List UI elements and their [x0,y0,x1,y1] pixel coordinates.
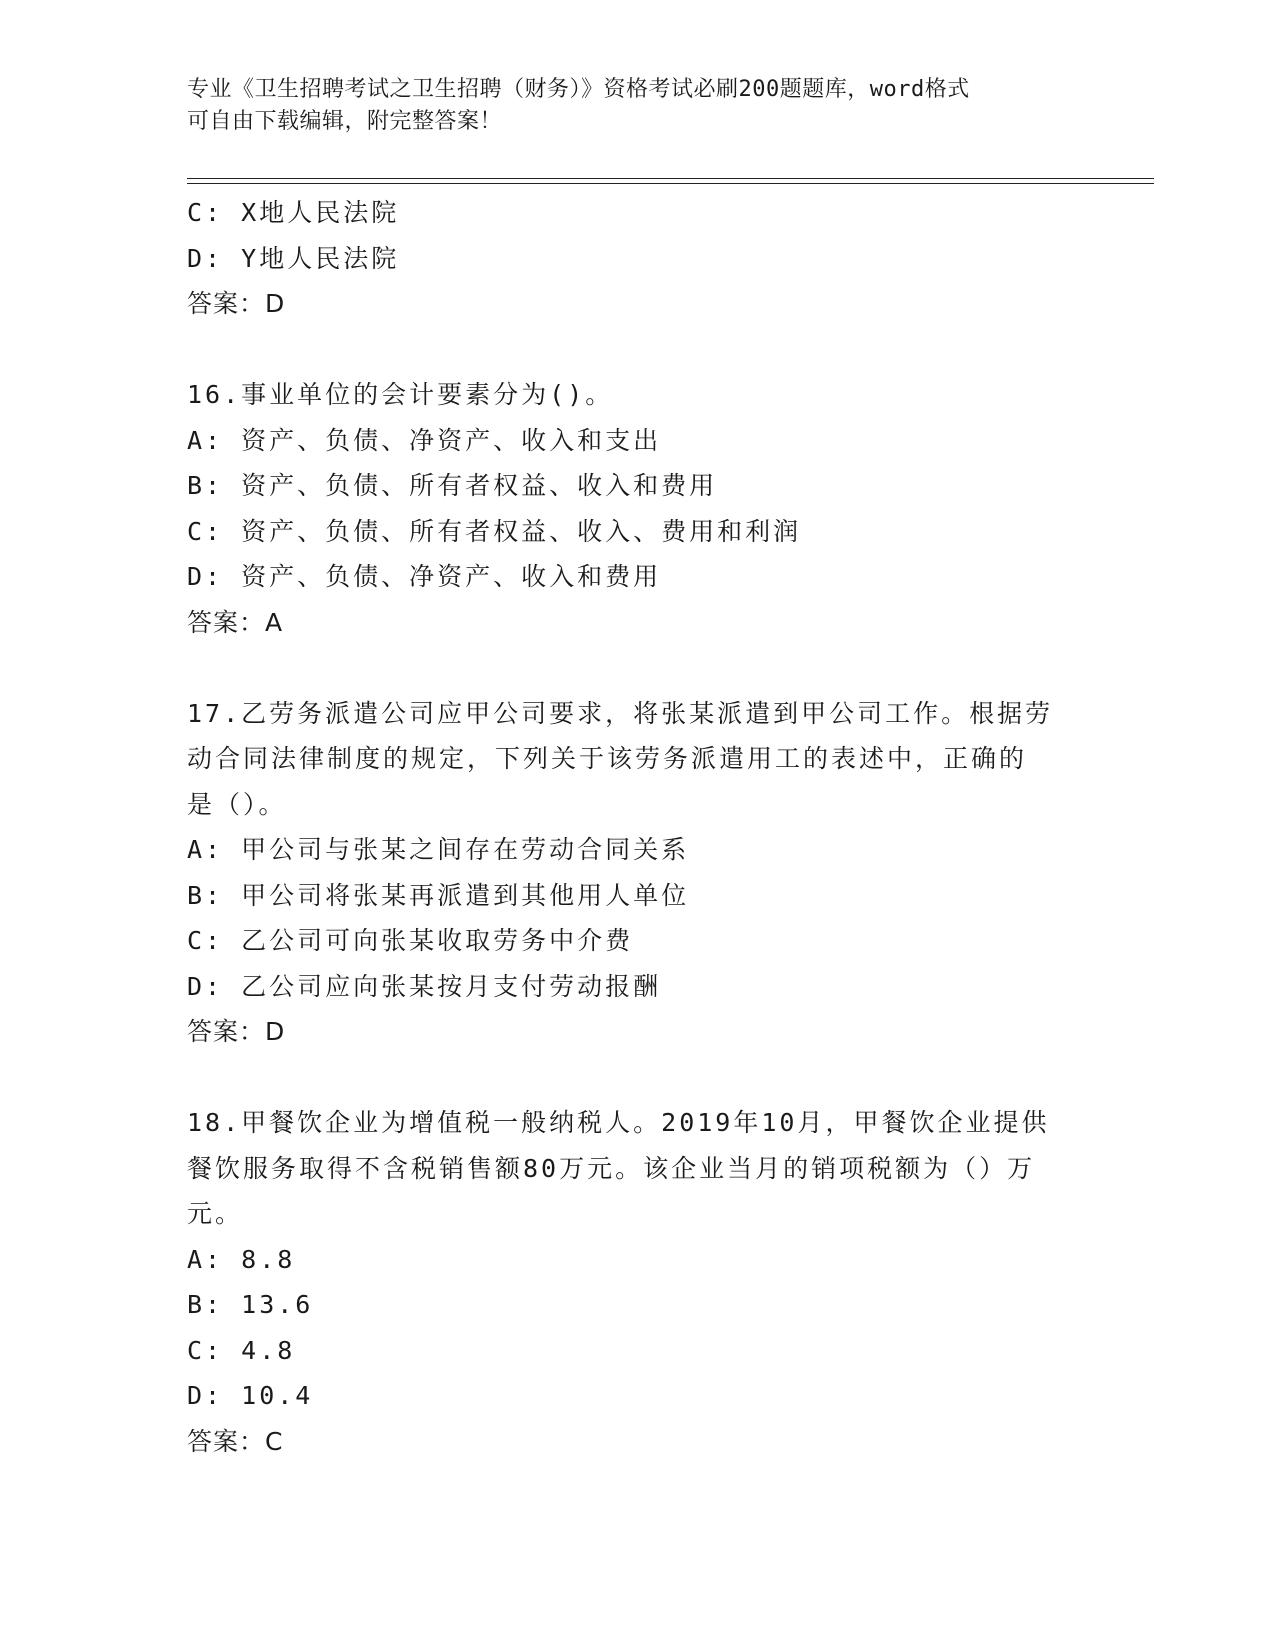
option-c: C: 乙公司可向张某收取劳务中介费 [187,926,634,955]
previous-question-tail [187,190,1087,327]
question-stem: 餐饮服务取得不含税销售额80万元。该企业当月的销项税额为（）万 [187,1153,1036,1183]
header-line-1: 专业《卫生招聘考试之卫生招聘（财务）》资格考试必刷200题题库，word格式 [187,77,970,102]
question-content [187,190,1087,1464]
spacer [187,645,1087,691]
option-b: B: 资产、负债、所有者权益、收入和费用 [187,471,718,500]
question-18 [187,1100,1087,1464]
question-17 [187,691,1087,1055]
option-a: A: 资产、负债、净资产、收入和支出 [187,425,662,455]
option-c: C: 资产、负债、所有者权益、收入、费用和利润 [187,516,802,546]
question-stem: 动合同法律制度的规定，下列关于该劳务派遣用工的表述中，正确的 [187,744,1028,773]
header-divider-bottom [187,183,1154,184]
answer-line: 答案：C [187,1426,284,1456]
question-stem: 16.事业单位的会计要素分为()。 [187,380,614,409]
answer-line: 答案：D [187,289,286,318]
option-a: A: 甲公司与张某之间存在劳动合同关系 [187,835,690,864]
spacer [187,1055,1087,1101]
answer-line: 答案：A [187,607,284,637]
question-stem: 17.乙劳务派遣公司应甲公司要求，将张某派遣到甲公司工作。根据劳 [187,698,1054,728]
option-d: D: 10.4 [187,1381,314,1410]
document-header [187,74,1067,138]
option-c: C: 4.8 [187,1335,296,1365]
option-a: A: 8.8 [187,1244,296,1274]
question-stem: 18.甲餐饮企业为增值税一般纳税人。2019年10月，甲餐饮企业提供 [187,1108,1050,1137]
option-b: B: 13.6 [187,1290,314,1319]
header-line-2: 可自由下载编辑，附完整答案！ [187,109,503,134]
header-divider-top [187,178,1154,179]
option-b: B: 甲公司将张某再派遣到其他用人单位 [187,880,690,910]
question-stem: 元。 [187,1199,244,1228]
option-d: D: 资产、负债、净资产、收入和费用 [187,562,662,591]
option-d: D: Y地人民法院 [187,243,400,273]
question-stem: 是（）。 [187,789,287,819]
option-c: C: X地人民法院 [187,198,400,227]
question-16 [187,372,1087,645]
spacer [187,327,1087,373]
answer-line: 答案：D [187,1017,286,1046]
option-d: D: 乙公司应向张某按月支付劳动报酬 [187,971,662,1001]
